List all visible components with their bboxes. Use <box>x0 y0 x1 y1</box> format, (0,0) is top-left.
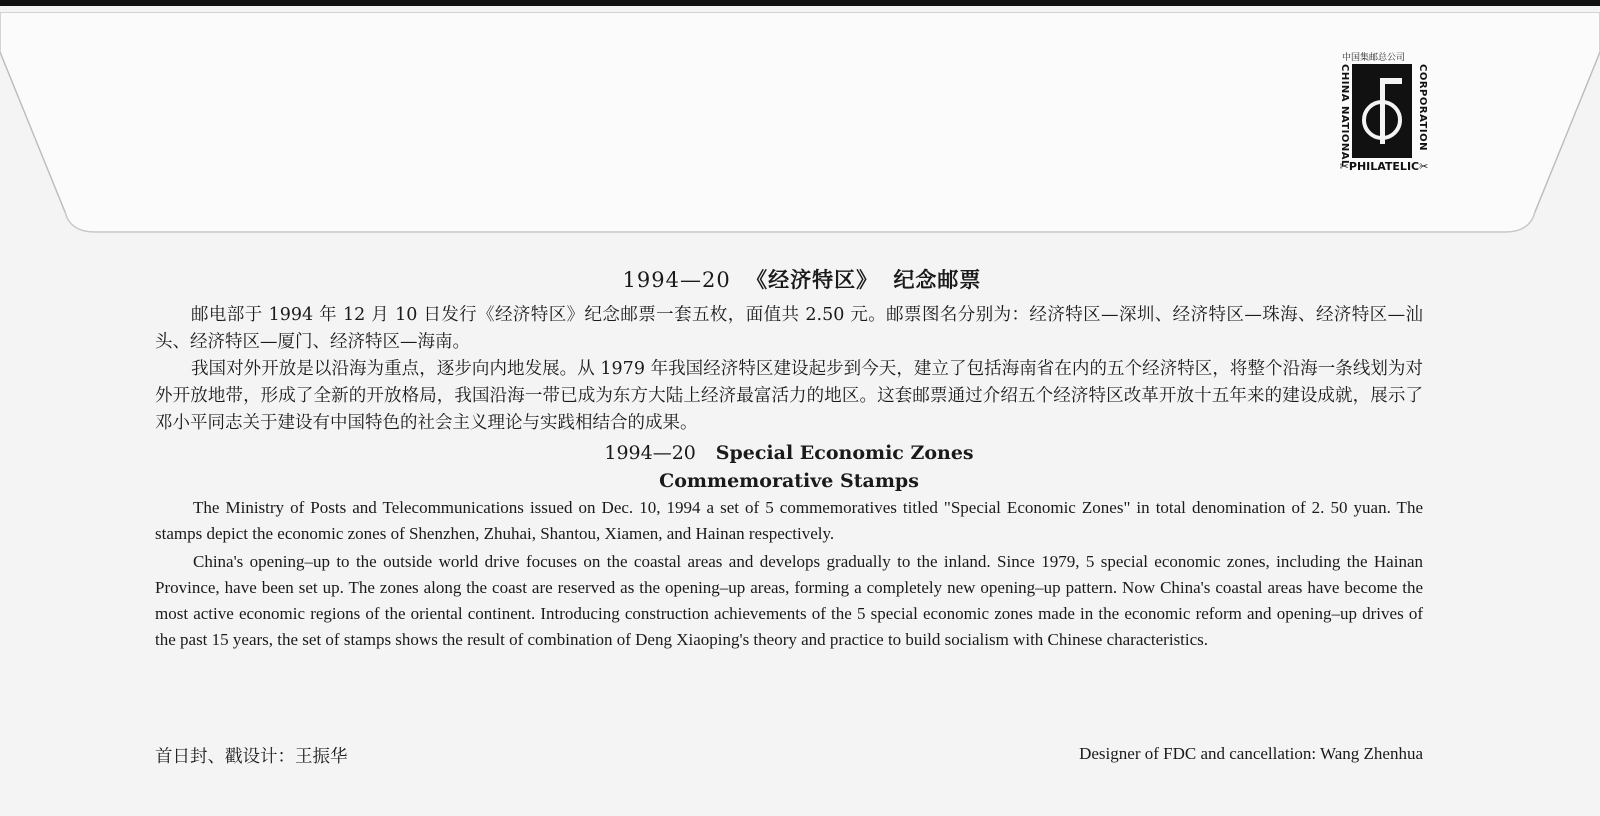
english-title-line-1: Special Economic Zones <box>715 442 974 464</box>
logo-side-left-text: CHINA NATIONAL <box>1339 64 1350 167</box>
logo-emblem <box>1352 64 1412 158</box>
chinese-title-number: 1994—20 <box>622 268 731 292</box>
chinese-title-suffix: 纪念邮票 <box>893 267 982 292</box>
english-title-number: 1994—20 <box>604 442 696 464</box>
description-content <box>155 264 1423 653</box>
chinese-title <box>181 264 1423 294</box>
chinese-designer-credit: 首日封、戳设计：王振华 <box>155 747 348 767</box>
philately-emblem-icon <box>1352 64 1412 158</box>
chinese-paragraph-2: 我国对外开放是以沿海为重点，逐步向内地发展。从 1979 年我国经济特区建设起步到今天，建立了包括海南省在内的五个经济特区，将整个沿海一条线划为对外开放地带，形成了全新的开放格局，我国沿海一带已成为东方大陆上经济最富活力的地区。这套邮票通过介绍五个经济特区改革开放十五年来的建设成就，展示了邓小平同志关于建设有中国特色的社会主义理论与实践相结合的成果。 <box>155 359 1423 433</box>
chinese-title-name: 《经济特区》 <box>746 267 879 292</box>
logo-bottom-text: ✂PHILATELIC✂ <box>1339 160 1429 173</box>
english-title <box>155 441 1423 465</box>
chinese-paragraph-1: 邮电部于 1994 年 12 月 10 日发行《经济特区》纪念邮票一套五枚，面值共 2.50 元。邮票图名分别为：经济特区—深圳、经济特区—珠海、经济特区—汕头、经济特区—厦门、经济特区—海南。 <box>155 305 1423 352</box>
logo-side-right-text: CORPORATION <box>1417 64 1428 151</box>
english-subtitle: Commemorative Stamps <box>659 470 919 492</box>
philatelic-corporation-logo <box>1336 50 1436 180</box>
english-designer-credit: Designer of FDC and cancellation: Wang Zhenhua <box>1079 744 1423 763</box>
english-paragraph-2: China's opening–up to the outside world drive focuses on the coastal areas and develops gradually to the inland. Since 1979, 5 special economic zones, including the Hainan Province, have been set up. The zones along the coast are reserved as the opening–up areas, forming a completely new opening–up pattern. Now China's coastal areas have become the most active economic regions of the oriental continent. Introducing construction achievements of the 5 special economic zones made in the economic reform and opening–up drives of the past 15 years, the set of stamps shows the result of combination of Deng Xiaoping's theory and practice to build socialism with Chinese characteristics. <box>155 552 1423 649</box>
english-paragraph-1: The Ministry of Posts and Telecommunications issued on Dec. 10, 1994 a set of 5 commemoratives titled "Special Economic Zones" in total denomination of 2. 50 yuan. The stamps depict the economic zones of Shenzhen, Zhuhai, Shantou, Xiamen, and Hainan respectively. <box>155 498 1423 543</box>
logo-chinese-text: 中国集邮总公司 <box>1342 53 1406 63</box>
